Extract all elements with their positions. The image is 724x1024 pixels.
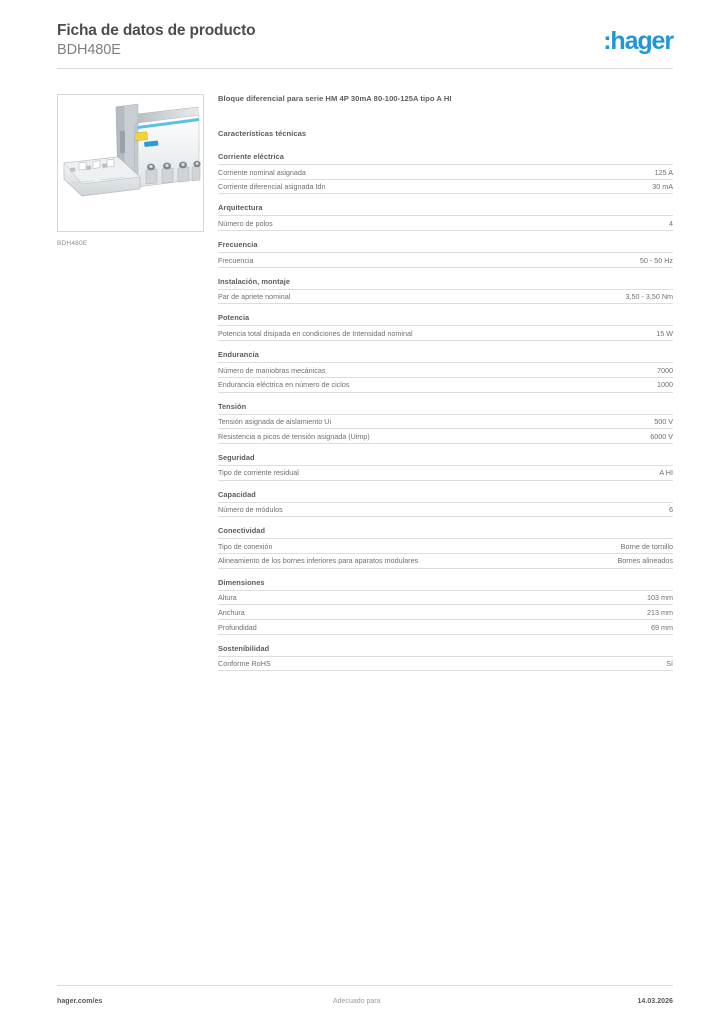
spec-value: 1000 xyxy=(657,380,673,390)
spec-group xyxy=(218,277,673,305)
spec-group xyxy=(218,203,673,231)
spec-row xyxy=(218,377,673,393)
spec-group-heading: Instalación, montaje xyxy=(218,276,291,286)
spec-value: 6 xyxy=(669,505,673,515)
spec-group-heading: Tensión xyxy=(218,401,247,411)
spec-group-heading: Endurancia xyxy=(218,350,259,360)
spec-value: 6000 V xyxy=(650,431,673,441)
spec-label: Alineamiento de los bornes inferiores para aparatos modulares xyxy=(218,556,419,566)
spec-value: Bornes alineados xyxy=(617,556,673,566)
spec-value: 69 mm xyxy=(651,622,673,632)
spec-row xyxy=(218,656,673,672)
spec-label: Número de maniobras mecánicas xyxy=(218,365,326,375)
spec-value: 7000 xyxy=(657,365,673,375)
spec-group-heading: Seguridad xyxy=(218,452,255,462)
header-divider xyxy=(57,68,673,69)
page-title: Ficha de datos de producto xyxy=(57,22,256,39)
spec-label: Tipo de conexión xyxy=(218,541,273,551)
spec-group xyxy=(218,350,673,392)
spec-row xyxy=(218,362,673,377)
hager-logo: :hager xyxy=(603,27,673,55)
product-image-frame xyxy=(57,94,204,232)
spec-value: 213 mm xyxy=(647,607,673,617)
spec-label: Tipo de corriente residual xyxy=(218,468,299,478)
spec-label: Potencia total disipada en condiciones de Intensidad nominal xyxy=(218,328,413,338)
spec-group-heading: Corriente eléctrica xyxy=(218,152,284,161)
spec-value: 125 A xyxy=(654,167,673,177)
spec-value: 50 - 50 Hz xyxy=(639,255,673,265)
spec-value: 500 V xyxy=(654,417,673,426)
footer-website-link[interactable]: hager.com/es xyxy=(57,998,103,1005)
spec-group xyxy=(218,644,673,672)
spec-row xyxy=(218,428,673,444)
spec-label: Número de módulos xyxy=(218,505,283,515)
spec-value: 103 mm xyxy=(647,593,673,603)
spec-group xyxy=(218,490,673,518)
product-image-caption: BDH480E xyxy=(57,240,88,247)
spec-row xyxy=(218,553,673,569)
spec-row xyxy=(218,502,673,518)
spec-row xyxy=(218,604,673,619)
footer-divider xyxy=(57,985,673,986)
product-code-subtitle: BDH480E xyxy=(57,42,121,58)
spec-label: Endurancia eléctrica en número de ciclos xyxy=(218,380,350,390)
spec-label: Tensión asignada de aislamiento Ui xyxy=(218,417,332,426)
specs-section-title: Características técnicas xyxy=(218,129,307,138)
spec-row xyxy=(218,215,673,231)
spec-row xyxy=(218,289,673,305)
spec-value: 4 xyxy=(669,218,673,228)
spec-value: Borne de tornillo xyxy=(620,541,673,551)
product-photo-icon xyxy=(58,95,203,231)
spec-group xyxy=(218,313,673,341)
spec-row xyxy=(218,590,673,605)
product-figure xyxy=(57,94,204,247)
spec-label: Frecuencia xyxy=(218,255,254,265)
spec-label: Altura xyxy=(218,593,237,603)
spec-label: Resistencia a picos de tensión asignada (Uimp) xyxy=(218,431,370,441)
spec-group-heading: Dimensiones xyxy=(218,577,265,587)
spec-group xyxy=(218,578,673,635)
spec-group-heading: Arquitectura xyxy=(218,203,263,213)
spec-value: Sí xyxy=(666,659,673,669)
spec-value: 30 mA xyxy=(652,182,673,192)
spec-groups-container xyxy=(218,152,673,671)
spec-group xyxy=(218,240,673,268)
spec-row xyxy=(218,325,673,341)
spec-row xyxy=(218,465,673,481)
spec-value: 3,50 - 3,50 Nm xyxy=(625,292,673,302)
spec-group-heading: Conectividad xyxy=(218,526,266,536)
footer-date: 14.03.2026 xyxy=(637,998,673,1005)
spec-value: 15 W xyxy=(656,328,673,338)
spec-group xyxy=(218,402,673,444)
page-header xyxy=(57,22,673,68)
spec-row xyxy=(218,619,673,635)
spec-label: Par de apriete nominal xyxy=(218,292,291,302)
spec-label: Conforme RoHS xyxy=(218,659,271,669)
spec-label: Profundidad xyxy=(218,622,257,632)
footer-suitable-for-label: Adecuado para xyxy=(333,998,381,1005)
spec-row xyxy=(218,414,673,429)
spec-row xyxy=(218,179,673,195)
spec-label: Corriente nominal asignada xyxy=(218,167,306,177)
spec-label: Anchura xyxy=(218,607,245,617)
spec-row xyxy=(218,538,673,553)
page-footer xyxy=(57,998,673,1012)
spec-group-heading: Frecuencia xyxy=(218,240,258,250)
spec-group-heading: Sostenibilidad xyxy=(218,643,270,653)
main-content xyxy=(218,94,673,680)
product-description: Bloque diferencial para serie HM 4P 30mA 80-100-125A tipo A HI xyxy=(218,94,452,103)
spec-value: A HI xyxy=(659,468,673,478)
spec-group xyxy=(218,526,673,568)
spec-group xyxy=(218,453,673,481)
spec-row xyxy=(218,164,673,179)
spec-group xyxy=(218,152,673,194)
spec-label: Número de polos xyxy=(218,218,273,228)
spec-row xyxy=(218,252,673,268)
spec-label: Corriente diferencial asignada Idn xyxy=(218,182,326,192)
spec-group-heading: Potencia xyxy=(218,313,250,323)
spec-group-heading: Capacidad xyxy=(218,489,256,499)
